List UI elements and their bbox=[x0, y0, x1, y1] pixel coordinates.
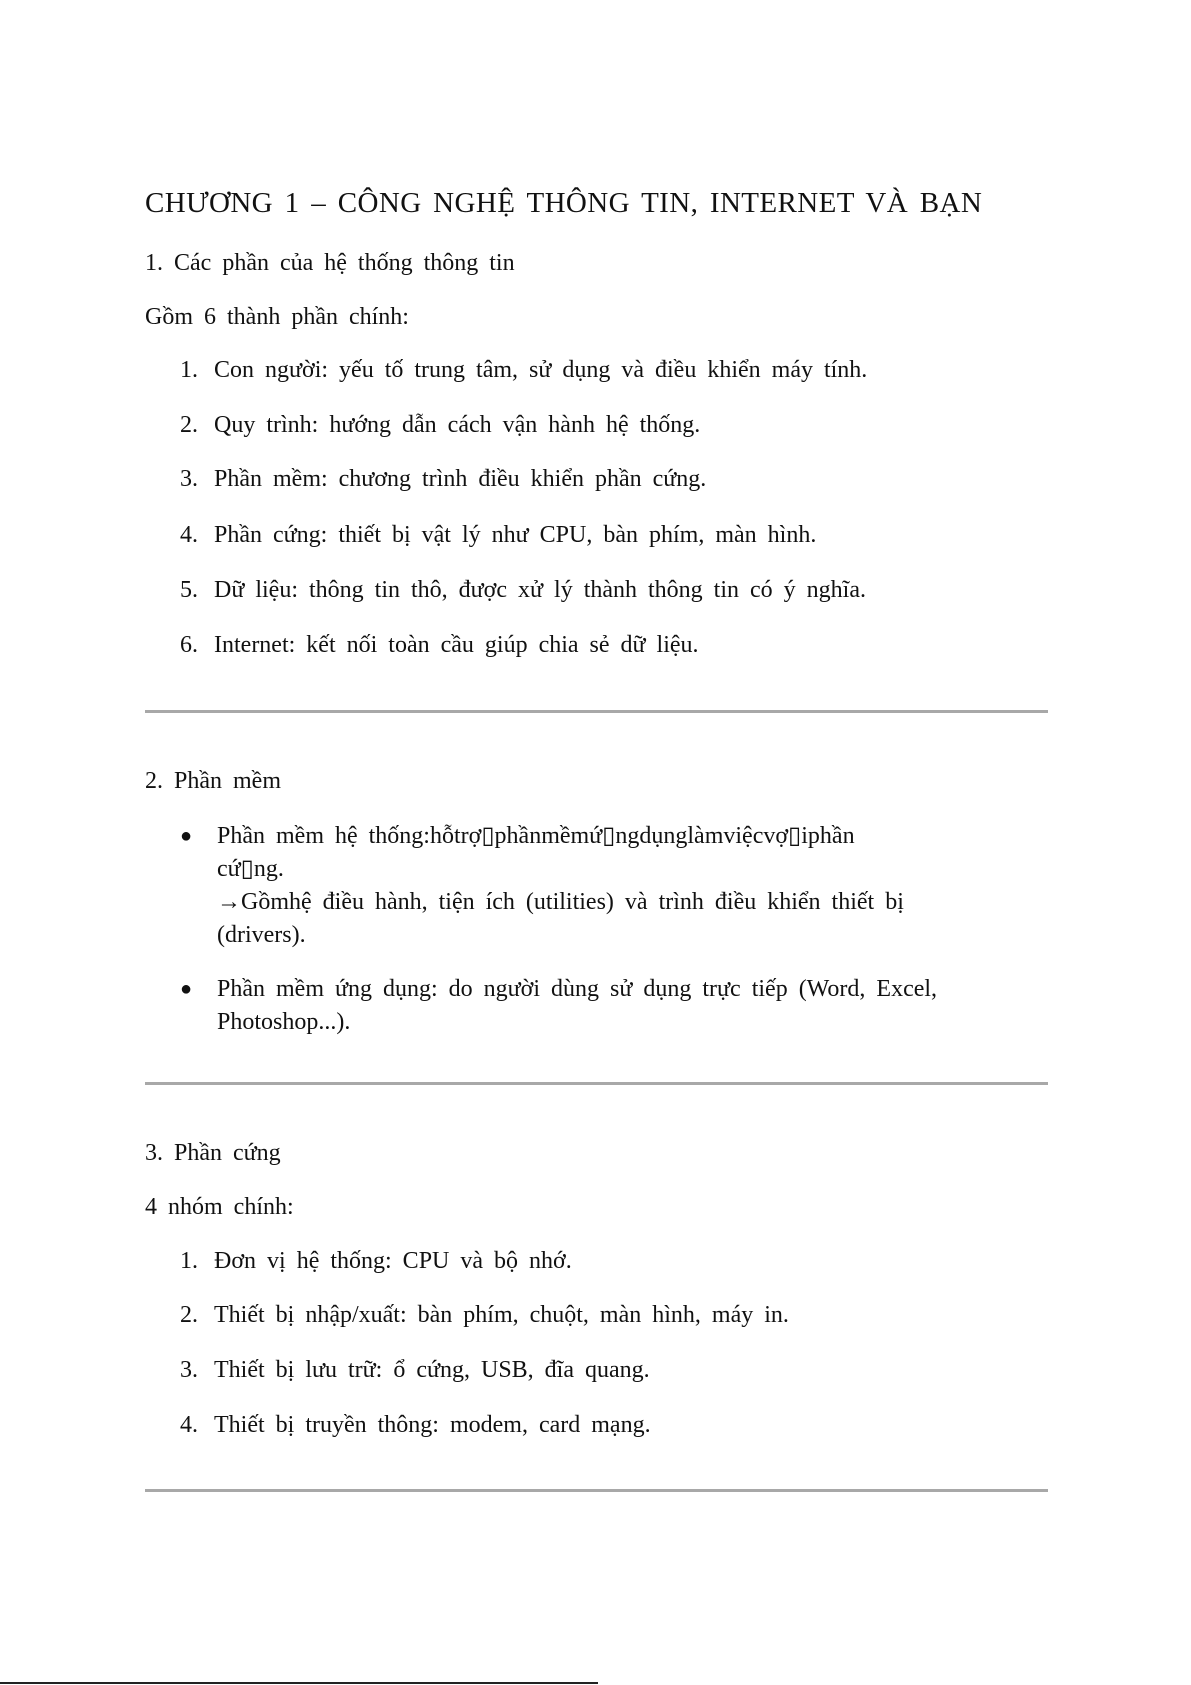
list-item bbox=[180, 412, 700, 439]
list-text: Quy trình: hướng dẫn cách vận hành hệ thống. bbox=[214, 412, 701, 438]
list-number: 2. bbox=[180, 1302, 198, 1328]
bullet-line: Photoshop...). bbox=[217, 1009, 351, 1035]
list-text: Internet: kết nối toàn cầu giúp chia sẻ dữ liệu. bbox=[214, 632, 699, 658]
list-number: 6. bbox=[180, 632, 198, 658]
list-item bbox=[180, 522, 816, 549]
bullet-icon: ● bbox=[180, 825, 193, 847]
bullet-icon: ● bbox=[180, 978, 193, 1000]
list-item bbox=[180, 632, 699, 659]
list-text: Phần mềm: chương trình điều khiển phần cứng. bbox=[214, 466, 707, 492]
section-divider bbox=[145, 710, 1048, 713]
bullet-line: Phần mềm hệ thống:hỗtrợ▯phầnmềmứ▯ngdụnglàmviệcvợ▯iphần bbox=[217, 823, 855, 849]
list-number: 1. bbox=[180, 1248, 198, 1274]
list-item bbox=[180, 357, 867, 384]
list-item bbox=[180, 466, 706, 493]
chapter-title: CHƯƠNG 1 – CÔNG NGHỆ THÔNG TIN, INTERNET VÀ BẠN bbox=[145, 187, 983, 219]
bullet-line: →Gồmhệ điều hành, tiện ích (utilities) và trình điều khiển thiết bị bbox=[217, 889, 904, 915]
list-text: Dữ liệu: thông tin thô, được xử lý thành thông tin có ý nghĩa. bbox=[214, 577, 866, 603]
list-text: Thiết bị lưu trữ: ổ cứng, USB, đĩa quang. bbox=[214, 1357, 650, 1383]
list-text: Con người: yếu tố trung tâm, sử dụng và điều khiển máy tính. bbox=[214, 357, 868, 383]
list-item bbox=[180, 1412, 651, 1439]
bullet-line: (drivers). bbox=[217, 922, 306, 948]
bullet-item bbox=[180, 820, 1020, 952]
section-intro-3: 4 nhóm chính: bbox=[145, 1194, 294, 1220]
list-text: Đơn vị hệ thống: CPU và bộ nhớ. bbox=[214, 1248, 572, 1274]
list-number: 3. bbox=[180, 1357, 198, 1383]
list-text: Thiết bị truyền thông: modem, card mạng. bbox=[214, 1412, 651, 1438]
bullet-line: cứ▯ng. bbox=[217, 856, 284, 882]
bullet-item bbox=[180, 973, 1020, 1039]
section-heading-2: 2. Phần mềm bbox=[145, 768, 281, 794]
bullet-line: Phần mềm ứng dụng: do người dùng sử dụng trực tiếp (Word, Excel, bbox=[217, 976, 938, 1002]
list-item bbox=[180, 1357, 650, 1384]
footer-rule bbox=[0, 1682, 598, 1684]
section-heading-1: 1. Các phần của hệ thống thông tin bbox=[145, 250, 515, 276]
list-item bbox=[180, 1302, 789, 1329]
section-intro-1: Gồm 6 thành phần chính: bbox=[145, 304, 409, 330]
list-item bbox=[180, 1248, 572, 1275]
list-number: 3. bbox=[180, 466, 198, 492]
section-heading-3: 3. Phần cứng bbox=[145, 1140, 281, 1166]
list-number: 1. bbox=[180, 357, 198, 383]
list-item bbox=[180, 577, 866, 604]
list-number: 4. bbox=[180, 1412, 198, 1438]
list-text: Thiết bị nhập/xuất: bàn phím, chuột, màn hình, máy in. bbox=[214, 1302, 789, 1328]
list-number: 4. bbox=[180, 522, 198, 548]
section-divider bbox=[145, 1082, 1048, 1085]
section-divider bbox=[145, 1489, 1048, 1492]
list-text: Phần cứng: thiết bị vật lý như CPU, bàn phím, màn hình. bbox=[214, 522, 817, 548]
list-number: 5. bbox=[180, 577, 198, 603]
list-number: 2. bbox=[180, 412, 198, 438]
